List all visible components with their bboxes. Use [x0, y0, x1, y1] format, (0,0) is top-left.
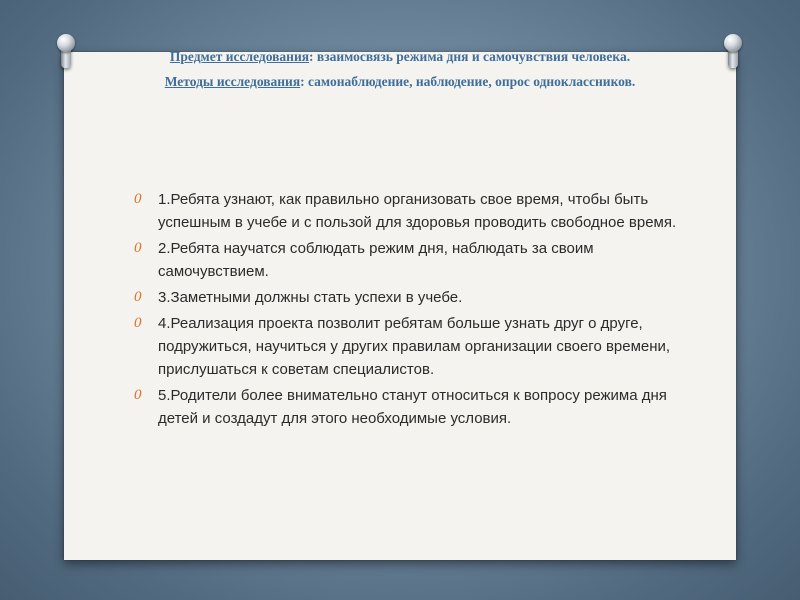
bullet-icon: 0	[134, 315, 142, 331]
list-item-text: 2.Ребята научатся соблюдать режим дня, наблюдать за своим самочувствием.	[158, 240, 594, 280]
methods-line	[64, 69, 736, 94]
bullet-icon: 0	[134, 240, 142, 256]
list-item-text: 4.Реализация проекта позволит ребятам больше узнать друг о друге, подружиться, научиться у других правилам организации своего времени, прислушаться к советам специалистов.	[158, 315, 671, 378]
list-item	[134, 384, 694, 430]
bullet-icon: 0	[134, 289, 142, 305]
list-item-text: 5.Родители более внимательно станут относиться к вопросу режима дня детей и создадут для этого необходимые условия.	[158, 387, 667, 427]
list-item	[134, 237, 694, 283]
methods-text: : самонаблюдение, наблюдение, опрос одноклассников.	[300, 74, 636, 89]
methods-label: Методы исследования	[164, 74, 301, 89]
subject-text: : взаимосвязь режима дня и самочувствия человека.	[309, 49, 631, 64]
list-item	[134, 188, 694, 234]
list-item-text: 1.Ребята узнают, как правильно организовать свое время, чтобы быть успешным в учебе и с пользой для здоровья проводить свободное время.	[158, 191, 677, 231]
subject-line	[64, 44, 736, 69]
list-item	[134, 286, 694, 309]
bullet-icon: 0	[134, 387, 142, 403]
bullet-icon: 0	[134, 191, 142, 207]
list-item	[134, 312, 694, 381]
list-item-text: 3.Заметными должны стать успехи в учебе.	[158, 289, 463, 306]
results-list	[134, 188, 694, 433]
slide-header	[64, 44, 736, 94]
subject-label: Предмет исследования	[169, 49, 310, 64]
